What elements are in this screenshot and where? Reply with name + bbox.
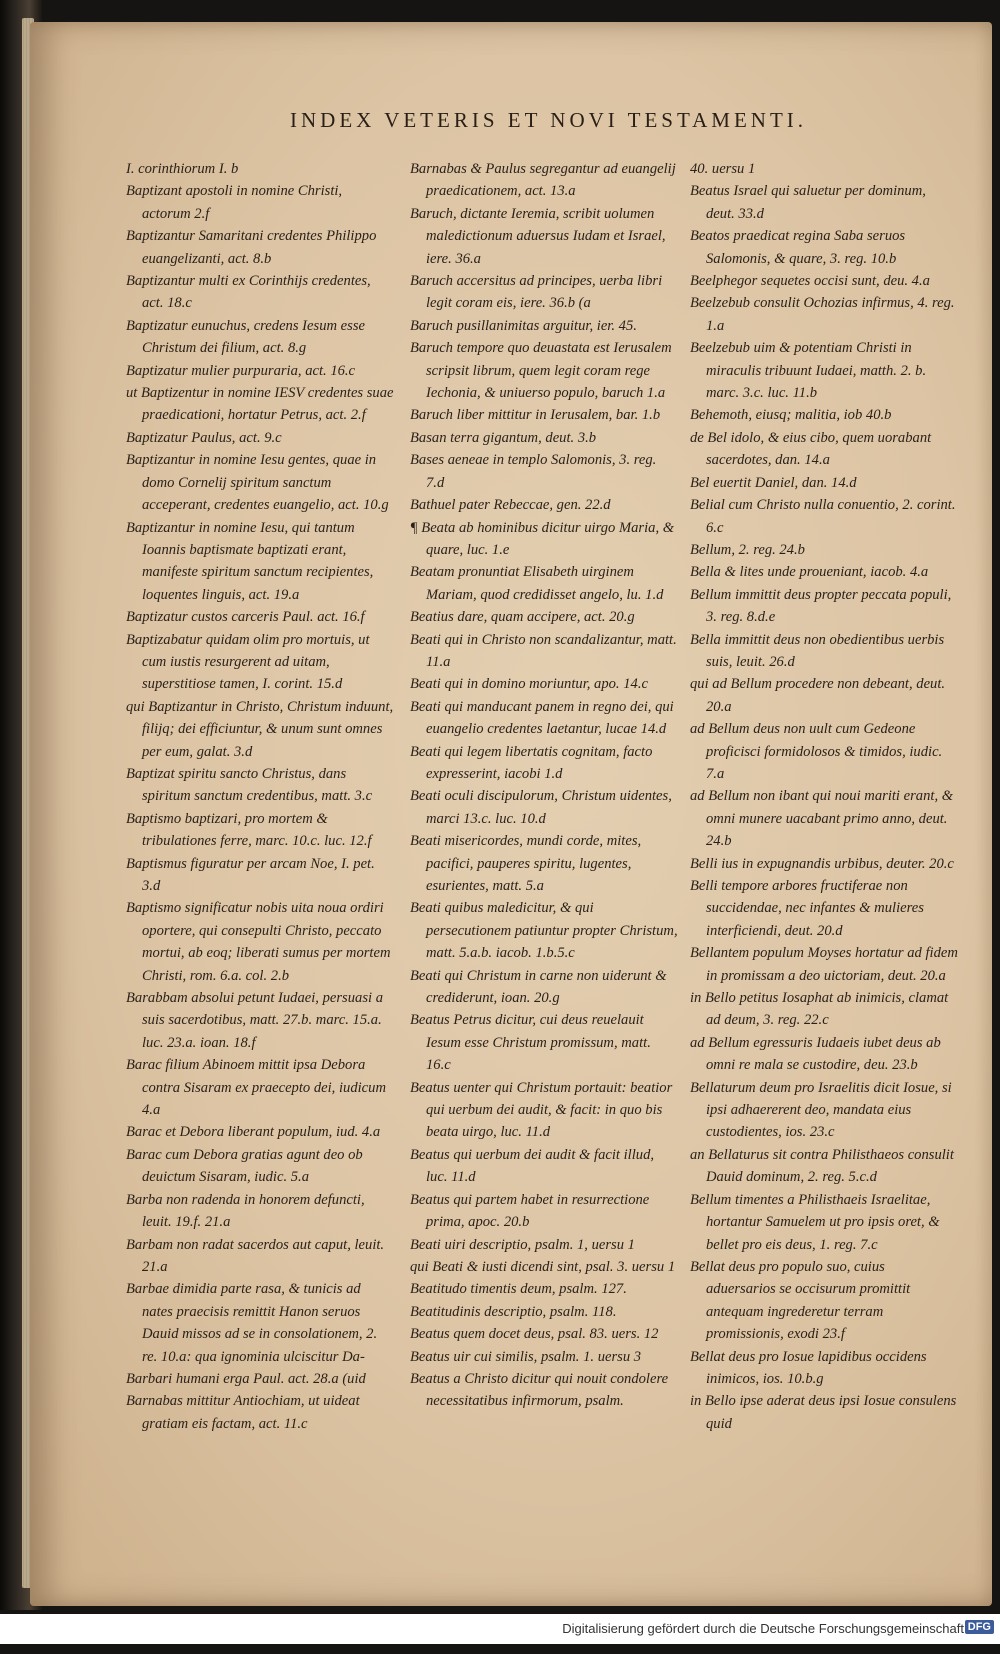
index-entry: Beati oculi discipulorum, Christum uidentes, marci 13.c. luc. 10.d — [410, 788, 672, 827]
index-entry: Barbae dimidia parte rasa, & tunicis ad nates praecisis remittit Hanon seruos Dauid missos ad se in consolationem, 2. re. 10.a: qua ignominia ulciscitur Da- — [126, 1281, 378, 1365]
index-entry: 40. uersu 1 — [690, 161, 756, 177]
index-entry: Beatus a Christo dicitur qui nouit condolere necessitatibus infirmorum, psalm. — [410, 1370, 669, 1410]
index-entry: Beelzebub consulit Ochozias infirmus, 4. reg. 1.a — [690, 295, 955, 334]
index-entry: Beatius dare, quam accipere, act. 20.g — [410, 609, 635, 626]
index-entry: Beatus uenter qui Christum portauit: beatior qui uerbum dei audit, & facit: in quo bis beata uirgo, luc. 11.d — [410, 1079, 673, 1141]
index-entry: Barnabas & Paulus segregantur ad euangelij praedicationem, act. 13.a — [410, 161, 676, 200]
index-entry: Barbam non radat sacerdos aut caput, leuit. 21.a — [126, 1236, 385, 1275]
index-entry: Belial cum Christo nulla conuentio, 2. corint. 6.c — [690, 497, 956, 536]
footer-bar — [0, 1614, 1000, 1644]
index-entry: Baptizat spiritu sancto Christus, dans spiritum sanctum credentibus, matt. 3.c — [126, 765, 373, 805]
index-entry: Beelphegor sequetes occisi sunt, deu. 4.a — [690, 273, 930, 290]
index-entry: Bellum, 2. reg. 24.b — [690, 541, 805, 558]
index-entry: Beatus qui uerbum dei audit & facit illud, luc. 11.d — [410, 1146, 655, 1186]
index-entry: Bel euertit Daniel, dan. 14.d — [690, 474, 857, 491]
index-entry: Baptizantur in nomine Iesu, qui tantum Ioannis baptismate baptizati erant, manifeste spiritum sanctum recipientes, loquentes linguis, act. 19.a — [126, 519, 374, 603]
index-entry: Beatitudo timentis deum, psalm. 127. — [410, 1281, 627, 1298]
index-entry: Bathuel pater Rebeccae, gen. 22.d — [410, 497, 611, 514]
index-entry: Beatus Petrus dicitur, cui deus reuelauit Iesum esse Christum promissum, matt. 16.c — [410, 1012, 651, 1074]
index-entry: Barnabas mittitur Antiochiam, ut uideat gratiam eis factam, act. 11.c — [126, 1393, 360, 1432]
index-entry: Bellat deus pro populo suo, cuius aduersarios se occisurum promittit antequam ingrederetur terram promissionis, exodi 23.f — [690, 1258, 911, 1343]
index-entry: Belli tempore arbores fructiferae non succidendae, nec infantes & mulieres interficiendi, deut. 20.d — [690, 878, 924, 939]
index-entry: ad Bellum deus non uult cum Gedeone proficisci formidolosos & timidos, iudic. 7.a — [690, 721, 943, 782]
index-entry: Bellaturum deum pro Israelitis dicit Iosue, si ipsi adhaererent deo, mandata eius custodientes, ios. 23.c — [690, 1079, 952, 1141]
index-entry: Baptizatur mulier purpuraria, act. 16.c — [126, 362, 356, 379]
index-entry: Beati qui legem libertatis cognitam, facto expresserint, iacobi 1.d — [410, 743, 653, 782]
page-header: INDEX VETERIS ET NOVI TESTAMENTI. — [290, 108, 808, 132]
index-entry: qui ad Bellum procedere non debeant, deut. 20.a — [690, 676, 946, 715]
index-entry: Bella & lites unde proueniant, iacob. 4.a — [690, 564, 929, 581]
footer-credit: Digitalisierung gefördert durch die Deutsche Forschungsgemeinschaft — [562, 1621, 964, 1636]
index-entry: Baptismus figuratur per arcam Noe, I. pet. 3.d — [126, 855, 375, 894]
index-entry: Belli ius in expugnandis urbibus, deuter. 20.c — [690, 855, 954, 872]
index-entry: Baptizatur custos carceris Paul. act. 16.f — [126, 609, 365, 626]
index-entry: Beatus qui partem habet in resurrectione prima, apoc. 20.b — [410, 1191, 650, 1231]
index-entry: Bellat deus pro Iosue lapidibus occidens inimicos, ios. 10.b.g — [690, 1348, 927, 1387]
index-entry: Barba non radenda in honorem defuncti, leuit. 19.f. 21.a — [126, 1191, 365, 1231]
index-entry: Barabbam absolui petunt Iudaei, persuasi a suis sacerdotibus, matt. 27.b. marc. 15.a. luc. 23.a. ioan. 18.f — [126, 990, 384, 1051]
index-entry: Barac filium Abinoem mittit ipsa Debora contra Sisaram ex praecepto dei, iudicum 4.a — [126, 1057, 386, 1119]
index-entry: Barbari humani erga Paul. act. 28.a (uid — [126, 1370, 366, 1387]
index-entry: Beatitudinis descriptio, psalm. 118. — [410, 1303, 617, 1320]
index-entry: ut Baptizentur in nomine IESV credentes suae praedicationi, hortatur Petrus, act. 2.f — [126, 385, 394, 424]
index-entry: Beati quibus maledicitur, & qui persecutionem patiuntur propter Christum, matt. 5.a.b. iacob. 1.b.5.c — [410, 900, 678, 962]
index-column-1 — [126, 158, 394, 1435]
dfg-logo: DFG — [965, 1620, 994, 1634]
index-entry: in Bello petitus Iosaphat ab inimicis, clamat ad deum, 3. reg. 22.c — [690, 990, 949, 1029]
index-entry: Beatus uir cui similis, psalm. 1. uersu 3 — [410, 1348, 642, 1365]
index-entry: Baruch, dictante Ieremia, scribit uolumen maledictionum aduersus Iudam et Israel, iere. 36.a — [410, 205, 666, 267]
index-column-2 — [410, 158, 678, 1413]
index-entry: Baruch pusillanimitas arguitur, ier. 45. — [410, 317, 637, 334]
index-entry: Bellantem populum Moyses hortatur ad fidem in promissam a deo uictoriam, deut. 20.a — [690, 945, 958, 984]
index-entry: Baptizantur in nomine Iesu gentes, quae in domo Cornelij spiritum sanctum acceperant, credentes euangelio, act. 10.g — [126, 452, 389, 514]
index-entry: qui Beati & iusti dicendi sint, psal. 3. uersu 1 — [410, 1258, 676, 1275]
index-entry: Behemoth, eiusq; malitia, iob 40.b — [690, 407, 892, 424]
index-entry: Bases aeneae in templo Salomonis, 3. reg. 7.d — [410, 452, 657, 491]
index-entry: ¶ Beata ab hominibus dicitur uirgo Maria, & quare, luc. 1.e — [410, 519, 675, 558]
index-entry: Baptizant apostoli in nomine Christi, actorum 2.f — [126, 183, 343, 222]
index-entry: Baptismo baptizari, pro mortem & tribulationes ferre, marc. 10.c. luc. 12.f — [126, 810, 372, 850]
index-entry: Baruch accersitus ad principes, uerba libri legit coram eis, iere. 36.b (a — [410, 273, 663, 312]
index-entry: Baptizantur multi ex Corinthijs credentes, act. 18.c — [126, 273, 371, 312]
index-entry: Bella immittit deus non obedientibus uerbis suis, leuit. 26.d — [690, 631, 945, 670]
index-entry: ad Bellum non ibant qui noui mariti erant, & omni munere uacabant primo anno, deut. 24.b — [690, 788, 954, 850]
index-entry: ad Bellum egressuris Iudaeis iubet deus ab omni re mala se custodire, deu. 23.b — [690, 1034, 941, 1074]
index-entry: Baptizatur eunuchus, credens Iesum esse Christum dei filium, act. 8.g — [126, 317, 365, 357]
index-entry: Beatos praedicat regina Saba seruos Salomonis, & quare, 3. reg. 10.b — [690, 228, 906, 267]
index-entry: I. corinthiorum I. b — [126, 161, 239, 177]
index-entry: Baptizantur Samaritani credentes Philippo euangelizanti, act. 8.b — [126, 228, 377, 267]
index-entry: Beati misericordes, mundi corde, mites, pacifici, pauperes spiritu, lugentes, esurientes, matt. 5.a — [410, 833, 642, 894]
index-entry: Beatam pronuntiat Elisabeth uirginem Mariam, quod credidisset angelo, lu. 1.d — [410, 564, 664, 603]
index-entry: Baptizatur Paulus, act. 9.c — [126, 429, 282, 446]
index-entry: Baptizabatur quidam olim pro mortuis, ut cum iustis resurgerent ad uitam, superstitiose tamen, I. corint. 15.d — [126, 631, 370, 693]
index-entry: Beati qui in Christo non scandalizantur, matt. 11.a — [410, 631, 677, 670]
index-entry: Bellum immittit deus propter peccata populi, 3. reg. 8.d.e — [690, 586, 952, 626]
index-entry: in Bello ipse aderat deus ipsi Iosue consulens quid — [690, 1393, 957, 1432]
index-entry: Beati uiri descriptio, psalm. 1, uersu 1 — [410, 1236, 635, 1253]
index-entry: an Bellaturus sit contra Philisthaeos consulit Dauid dominum, 2. reg. 5.c.d — [690, 1146, 954, 1186]
index-column-3 — [690, 158, 958, 1435]
index-entry: de Bel idolo, & eius cibo, quem uorabant sacerdotes, dan. 14.a — [690, 429, 932, 469]
index-entry: Beatus quem docet deus, psal. 83. uers. 12 — [410, 1326, 659, 1343]
index-entry: Baruch liber mittitur in Ierusalem, bar. 1.b — [410, 407, 661, 424]
index-entry: Barac cum Debora gratias agunt deo ob deuictum Sisaram, iudic. 5.a — [126, 1146, 363, 1186]
index-entry: Beati qui Christum in carne non uiderunt & crediderunt, ioan. 20.g — [410, 967, 667, 1007]
index-entry: Bellum timentes a Philisthaeis Israelitae, hortantur Samuelem ut pro ipsis oret, & bellet pro eis deus, 1. reg. 7.c — [690, 1191, 940, 1253]
index-entry: Beelzebub uim & potentiam Christi in miraculis tribuunt Iudaei, matth. 2. b. marc. 3.c. luc. 11.b — [690, 340, 927, 402]
index-entry: Baruch tempore quo deuastata est Ierusalem scripsit librum, quem legit coram rege Iechonia, & uniuerso populo, baruch 1.a — [410, 340, 672, 402]
index-entry: Beati qui in domino moriuntur, apo. 14.c — [410, 676, 648, 693]
index-entry: Beati qui manducant panem in regno dei, qui euangelio credentes laetantur, lucae 14.d — [410, 698, 674, 738]
index-entry: Baptismo significatur nobis uita noua ordiri oportere, qui consepulti Christo, peccato mortui, ab eoq; liberati sumus per mortem Christi, rom. 6.a. col. 2.b — [126, 900, 391, 984]
index-entry: Barac et Debora liberant populum, iud. 4.a — [126, 1124, 381, 1141]
index-entry: Beatus Israel qui saluetur per dominum, deut. 33.d — [690, 183, 926, 222]
index-entry: Basan terra gigantum, deut. 3.b — [410, 429, 597, 446]
index-entry: qui Baptizantur in Christo, Christum induunt, filijq; dei efficiuntur, & unum sunt omnes per eum, galat. 3.d — [126, 698, 394, 760]
